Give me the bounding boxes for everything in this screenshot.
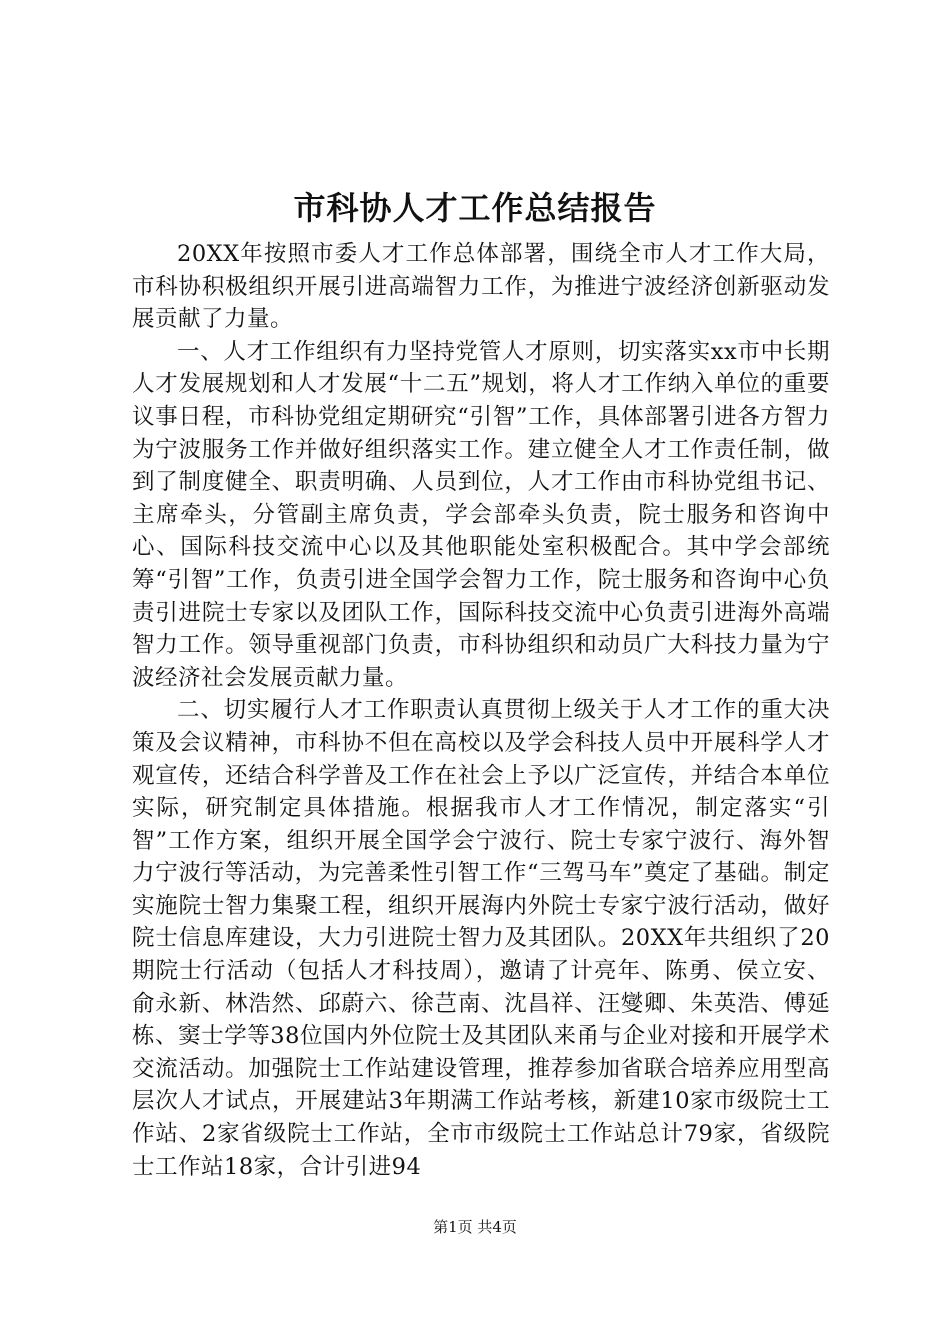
paragraph-section-1: 一、人才工作组织有力坚持党管人才原则，切实落实xx市中长期人才发展规划和人才发展“十二五”规划，将人才工作纳入单位的重要议事日程，市科协党组定期研究“引智”工作，具体部署引进各方智力为宁波服务工作并做好组织落实工作。建立健全人才工作责任制，做到了制度健全、职责明确、人员到位，人才工作由市科协党组书记、主席牵头，分管副主席负责，学会部牵头负责，院士服务和咨询中心、国际科技交流中心以及其他职能处室积极配合。其中学会部统筹“引智”工作，负责引进全国学会智力工作，院士服务和咨询中心负责引进院士专家以及团队工作，国际科技交流中心负责引进海外高端智力工作。领导重视部门负责，市科协组织和动员广大科技力量为宁波经济社会发展贡献力量。 <box>132 338 830 691</box>
document-title: 市科协人才工作总结报告 <box>293 189 657 227</box>
paragraph-intro: 20XX年按照市委人才工作总体部署，围绕全市人才工作大局，市科协积极组织开展引进高端智力工作，为推进宁波经济创新驱动发展贡献了力量。 <box>132 241 830 333</box>
page-number-footer: 第1页 共4页 <box>433 1218 517 1236</box>
paragraph-section-2: 二、切实履行人才工作职责认真贯彻上级关于人才工作的重大决策及会议精神，市科协不但在高校以及学会科技人员中开展科学人才观宣传，还结合科学普及工作在社会上予以广泛宣传，并结合本单位实际，研究制定具体措施。根据我市人才工作情况，制定落实“引智”工作方案，组织开展全国学会宁波行、院士专家宁波行、海外智力宁波行等活动，为完善柔性引智工作“三驾马车”奠定了基础。制定实施院士智力集聚工程，组织开展海内外院士专家宁波行活动，做好院士信息库建设，大力引进院士智力及其团队。20XX年共组织了20期院士行活动（包括人才科技周），邀请了计亮年、陈勇、侯立安、俞永新、林浩然、邱蔚六、徐芑南、沈昌祥、汪燮卿、朱英浩、傅延栋、窦士学等38位国内外位院士及其团队来甬与企业对接和开展学术交流活动。加强院士工作站建设管理，推荐参加省联合培养应用型高层次人才试点，开展建站3年期满工作站考核，新建10家市级院士工作站、2家省级院士工作站，全市市级院士工作站总计79家，省级院士工作站18家，合计引进94 <box>132 697 830 1180</box>
document-body <box>132 238 830 1183</box>
